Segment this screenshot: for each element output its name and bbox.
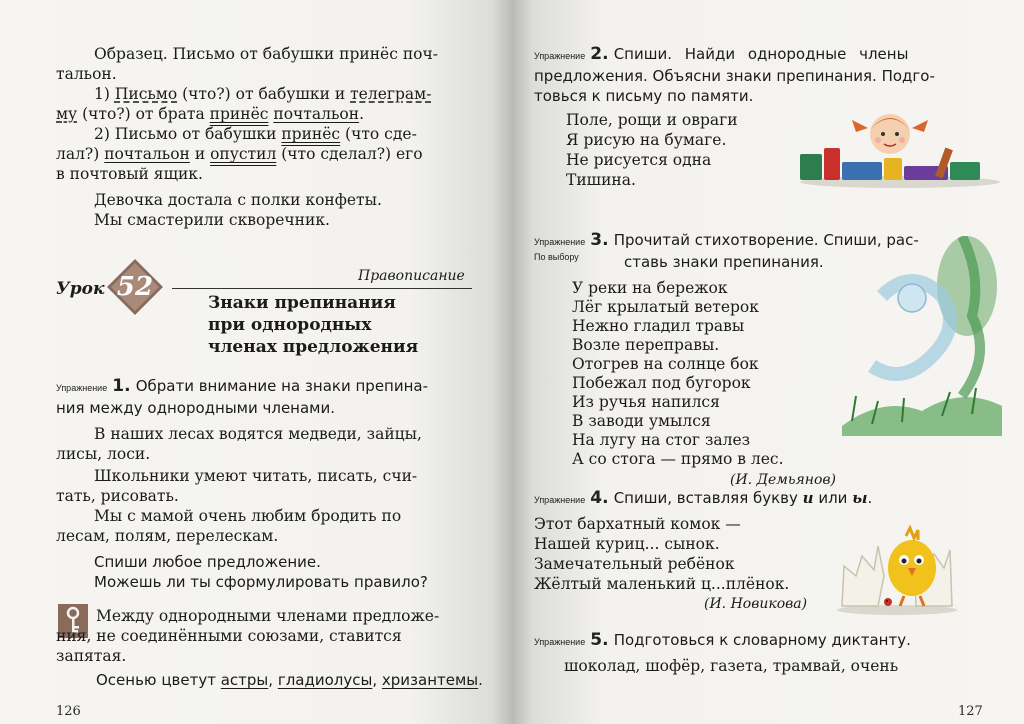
exercise-3-author: (И. Демьянов) — [730, 472, 836, 488]
right-page — [512, 0, 1024, 724]
sample-line-8: Девочка достала с полки конфеты. — [94, 191, 382, 209]
exercise-1-question-1: Спиши любое предложение. — [94, 553, 321, 571]
girl-painting-illustration — [790, 104, 1002, 188]
exercise-3-poem-9: На лугу на стог залез — [572, 431, 751, 449]
exercise-3-task-line-2: ставь знаки препинания. — [624, 253, 824, 271]
lesson-number: 52 — [116, 272, 154, 302]
rule-line-3: запятая. — [56, 647, 127, 665]
exercise-4-poem-4: Жёлтый маленький ц...плёнок. — [534, 575, 790, 593]
chick-illustration — [832, 506, 962, 616]
exercise-1-text-6: лесам, полям, перелескам. — [56, 527, 279, 545]
exercise-4-header: Упражнение 4. Спиши, вставляя букву и или ы. — [534, 488, 873, 508]
sample-line-2: тальон. — [56, 65, 117, 83]
exercise-1-text-1: В наших лесах водятся медведи, зайцы, — [94, 425, 422, 443]
exercise-1-text-5: Мы с мамой очень любим бродить по — [94, 507, 402, 525]
section-rule — [172, 288, 472, 289]
exercise-3-poem-4: Возле переправы. — [572, 336, 720, 354]
sample-line-6: лал?) почтальон и опустил (что сделал?) его — [56, 145, 423, 163]
exercise-2-poem-4: Тишина. — [566, 171, 636, 189]
exercise-3-poem-3: Нежно гладил травы — [572, 317, 745, 335]
sample-line-9: Мы смастерили скворечник. — [94, 211, 330, 229]
exercise-5-words: шоколад, шофёр, газета, трамвай, очень — [564, 657, 899, 675]
exercise-2-task-line-3: товься к письму по памяти. — [534, 87, 754, 105]
sample-line-3: 1) Письмо (что?) от бабушки и телеграм- — [94, 85, 432, 103]
exercise-4-poem-2: Нашей куриц... сынок. — [534, 535, 720, 553]
exercise-1-text-2: лисы, лоси. — [56, 445, 151, 463]
exercise-1-text-3: Школьники умеют читать, писать, счи- — [94, 467, 418, 485]
exercise-3-poem-5: Отогрев на солнце бок — [572, 355, 759, 373]
sample-line-7: в почтовый ящик. — [56, 165, 203, 183]
lesson-number-badge — [106, 258, 164, 316]
page-number-left: 126 — [56, 704, 81, 719]
lesson-title-line-2: при однородных — [208, 315, 372, 335]
exercise-2-poem-2: Я рисую на бумаге. — [566, 131, 727, 149]
exercise-1-question-2: Можешь ли ты сформулировать правило? — [94, 573, 428, 591]
exercise-3-poem-1: У реки на бережок — [572, 279, 728, 297]
exercise-3-poem-10: А со стога — прямо в лес. — [572, 450, 784, 468]
exercise-1-header: Упражнение 1. Обрати внимание на знаки препина- — [56, 376, 429, 396]
exercise-5-header: Упражнение 5. Подготовься к словарному диктанту. — [534, 630, 911, 650]
exercise-3-header: Упражнение 3. Прочитай стихотворение. Спиши, рас- — [534, 230, 919, 250]
exercise-2-poem-1: Поле, рощи и овраги — [566, 111, 738, 129]
exercise-2-task-line-2: предложения. Объясни знаки препинания. Подго- — [534, 67, 935, 85]
sample-line-5: 2) Письмо от бабушки принёс (что сде- — [94, 125, 417, 143]
exercise-3-poem-7: Из ручья напился — [572, 393, 720, 411]
rule-line-2: ния, не соединёнными союзами, ставится — [56, 627, 402, 645]
rule-line-1: Между однородными членами предложе- — [96, 607, 440, 625]
lesson-title-line-3: членах предложения — [208, 337, 419, 357]
wind-meadow-illustration — [842, 236, 1002, 436]
lesson-title-line-1: Знаки препинания — [208, 293, 396, 313]
rule-example: Осенью цветут астры, гладиолусы, хризантемы. — [96, 671, 483, 689]
exercise-3-optional-label: По выбору — [534, 252, 579, 262]
page-number-right: 127 — [958, 704, 983, 719]
exercise-3-poem-2: Лёг крылатый ветерок — [572, 298, 759, 316]
exercise-4-poem-3: Замечательный ребёнок — [534, 555, 735, 573]
exercise-4-poem-1: Этот бархатный комок — — [534, 515, 741, 533]
lesson-label: Урок — [56, 279, 105, 299]
exercise-3-poem-6: Побежал под бугорок — [572, 374, 751, 392]
exercise-2-header: Упражнение 2. Спиши. Найди однородные члены — [534, 44, 909, 64]
sample-line-4: му (что?) от брата принёс почтальон. — [56, 105, 365, 123]
section-label: Правописание — [358, 268, 465, 284]
exercise-3-poem-8: В заводи умылся — [572, 412, 711, 430]
exercise-4-author: (И. Новикова) — [704, 596, 808, 612]
exercise-1-task-line-2: ния между однородными членами. — [56, 399, 336, 417]
exercise-1-text-4: тать, рисовать. — [56, 487, 179, 505]
sample-line-1: Образец. Письмо от бабушки принёс поч- — [94, 45, 438, 63]
exercise-2-poem-3: Не рисуется одна — [566, 151, 712, 169]
